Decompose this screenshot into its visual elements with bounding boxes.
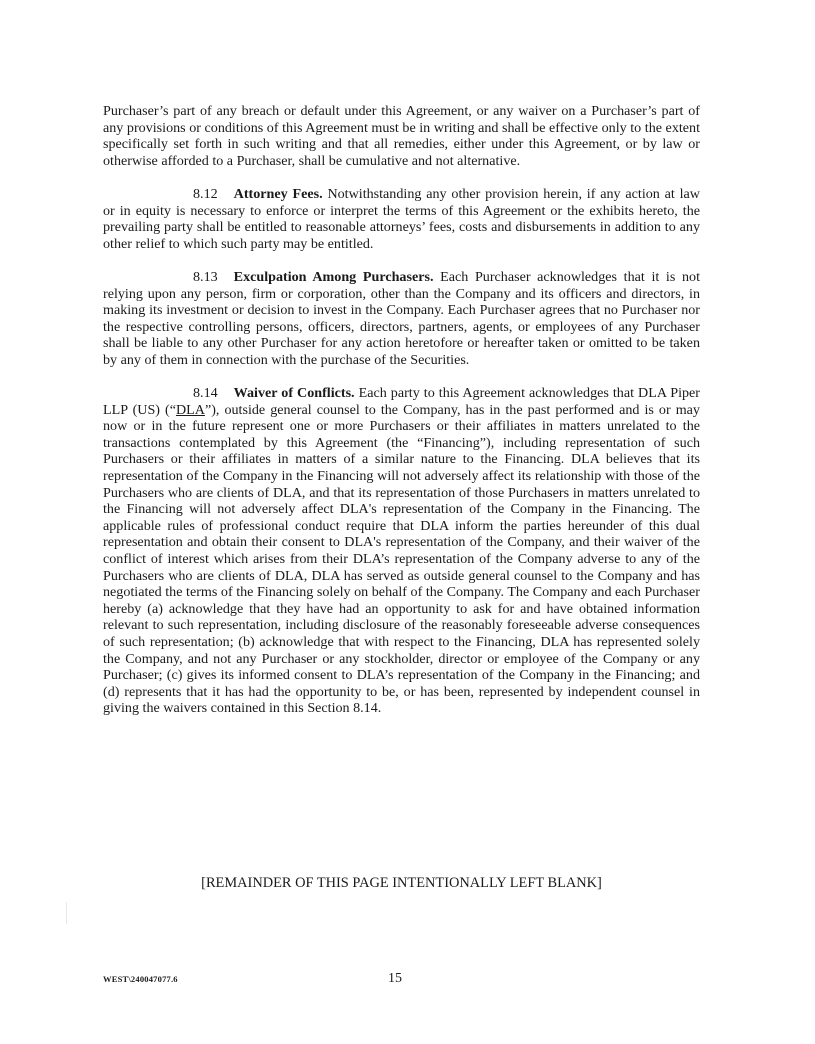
section-heading: Exculpation Among Purchasers.: [233, 268, 434, 285]
section-8-12: [103, 186, 700, 252]
section-text: Notwithstanding any other provision herein, if any action at law or in equity is necessary to enforce or interpret the terms of this Agreement or the exhibits hereto, the prevailing party shall be entitled to reasonable attorneys’ fees, costs and disbursements in addition to any other relief to which such party may be entitled.: [103, 185, 700, 252]
page-number: 15: [388, 971, 402, 986]
scan-margin-mark: [66, 902, 67, 924]
section-number: 8.12: [193, 185, 218, 202]
section-text: Each party to this Agreement acknowledges that DLA Piper LLP (US) (“: [103, 385, 700, 418]
remainder-notice: [REMAINDER OF THIS PAGE INTENTIONALLY LEFT BLANK]: [201, 875, 602, 891]
section-text: ”), outside general counsel to the Company, has in the past performed and is or may now or in the future represent one or more Purchasers or their affiliates in matters unrelated to the transactions contemplated by this Agreement (the “Financing”), including representation of such Purchasers or their affiliates in matters of a similar nature to the Financing. DLA believes that its representation of the Company in the Financing will not adversely affect its relationship with those of the Purchasers who are clients of DLA, and that its representation of those Purchasers in matters unrelated to the Financing will not adversely affect DLA's representation of the Company in the Financing. The applicable rules of professional conduct require that DLA inform the parties hereunder of this dual representation and obtain their consent to DLA's representation of the Company, and their waiver of the conflict of interest which arises from their DLA’s representation of the Company adverse to any of the Purchasers who are clients of DLA, DLA has served as outside general counsel to the Company and has negotiated the terms of the Financing solely on behalf of the Company. The Company and each Purchaser hereby (a) acknowledge that they have had an opportunity to ask for and have obtained information relevant to such representation, including disclosure of the reasonably foreseeable adverse consequences of such representation; (b) acknowledge that with respect to the Financing, DLA has represented solely the Company, and not any Purchaser or any stockholder, director or employee of the Company or any Purchaser; (c) gives its informed consent to DLA’s representation of the Company in the Financing; and (d) represents that it has had the opportunity to be, or has been, represented by independent counsel in giving the waivers contained in this Section 8.14.: [103, 401, 700, 717]
section-number: 8.14: [193, 385, 218, 402]
section-heading: Attorney Fees.: [233, 185, 323, 202]
section-text: Each Purchaser acknowledges that it is not relying upon any person, firm or corporation, other than the Company and its officers and directors, in making its investment or decision to invest in the Company. Each Purchaser agrees that no Purchaser nor the respective controlling persons, officers, directors, partners, agents, or employees of any Purchaser shall be liable to any other Purchaser for any action heretofore or hereafter taken or omitted to be taken by any of them in connection with the purchase of the Securities.: [103, 268, 700, 368]
defined-term: DLA: [175, 401, 205, 418]
section-8-13: [103, 269, 700, 369]
section-8-14: [103, 385, 700, 717]
document-id: WEST\240047077.6: [103, 974, 178, 984]
document-body: [103, 103, 700, 734]
section-number: 8.13: [193, 268, 218, 285]
intro-paragraph: Purchaser’s part of any breach or default under this Agreement, or any waiver on a Purchaser’s part of any provisions or conditions of this Agreement must be in writing and shall be effective only to the extent specifically set forth in such writing and that all remedies, either under this Agreement, or by law or otherwise afforded to a Purchaser, shall be cumulative and not alternative.: [103, 103, 700, 169]
section-heading: Waiver of Conflicts.: [233, 385, 355, 402]
